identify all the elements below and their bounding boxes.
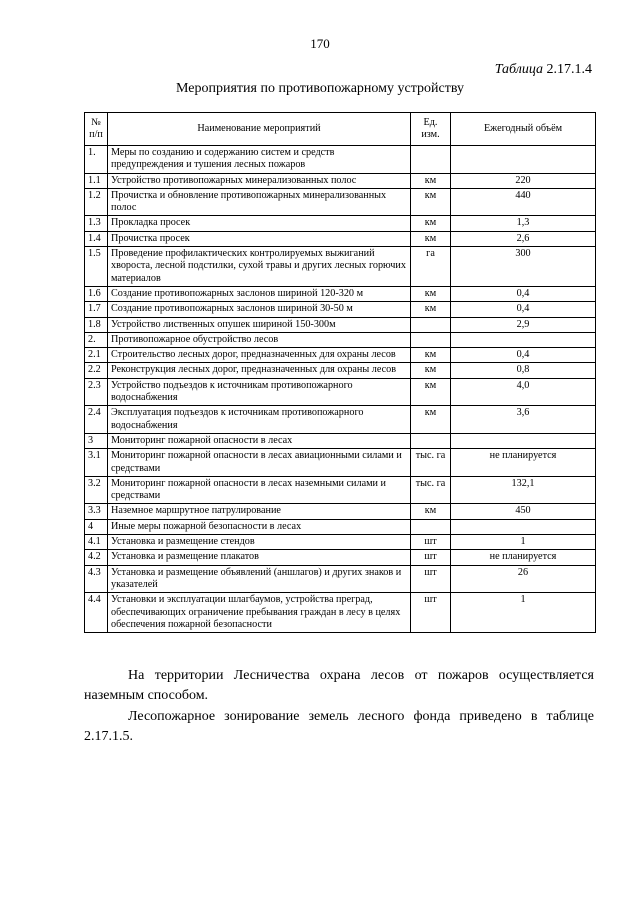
header-num: № п/п bbox=[85, 113, 108, 146]
cell-volume: 1,3 bbox=[451, 216, 596, 231]
cell-volume bbox=[451, 332, 596, 347]
cell-unit: шт bbox=[411, 550, 451, 565]
cell-unit: шт bbox=[411, 593, 451, 633]
cell-unit bbox=[411, 146, 451, 174]
cell-name: Создание противопожарных заслонов шириной 120-320 м bbox=[108, 286, 411, 301]
paragraph-zoning bbox=[84, 707, 594, 747]
cell-volume: 4,0 bbox=[451, 378, 596, 406]
cell-num: 3 bbox=[85, 433, 108, 448]
cell-volume: 1 bbox=[451, 535, 596, 550]
header-volume: Ежегодный объём bbox=[451, 113, 596, 146]
cell-volume: 450 bbox=[451, 504, 596, 519]
table-row bbox=[85, 550, 596, 565]
paragraph-protection-text: На территории Лесничества охрана лесов от пожаров осуществляется наземным способом. bbox=[84, 668, 594, 703]
cell-num: 1.3 bbox=[85, 216, 108, 231]
cell-num: 1.4 bbox=[85, 231, 108, 246]
cell-num: 1.8 bbox=[85, 317, 108, 332]
cell-name: Реконструкция лесных дорог, предназначенных для охраны лесов bbox=[108, 363, 411, 378]
cell-volume: 132,1 bbox=[451, 476, 596, 504]
cell-num: 4 bbox=[85, 519, 108, 534]
table-row bbox=[85, 332, 596, 347]
cell-name: Установка и размещение объявлений (аншлагов) и других знаков и указателей bbox=[108, 565, 411, 593]
cell-unit: км bbox=[411, 231, 451, 246]
table-row bbox=[85, 519, 596, 534]
cell-name: Создание противопожарных заслонов шириной 30-50 м bbox=[108, 302, 411, 317]
cell-unit: км bbox=[411, 348, 451, 363]
cell-unit: км bbox=[411, 363, 451, 378]
cell-name: Проведение профилактических контролируемых выжиганий хвороста, лесной подстилки, сухой травы и других лесных горючих материалов bbox=[108, 247, 411, 287]
table-row bbox=[85, 476, 596, 504]
cell-name: Установки и эксплуатации шлагбаумов, устройства преград, обеспечивающих ограничение пребывания граждан в лесу в целях обеспечения пожарной безопасности bbox=[108, 593, 411, 633]
cell-unit: га bbox=[411, 247, 451, 287]
cell-unit: км bbox=[411, 188, 451, 216]
cell-name: Иные меры пожарной безопасности в лесах bbox=[108, 519, 411, 534]
cell-unit: км bbox=[411, 406, 451, 434]
cell-name: Устройство лиственных опушек шириной 150-300м bbox=[108, 317, 411, 332]
table-row bbox=[85, 378, 596, 406]
cell-num: 1.7 bbox=[85, 302, 108, 317]
cell-num: 4.3 bbox=[85, 565, 108, 593]
cell-unit bbox=[411, 332, 451, 347]
table-row bbox=[85, 593, 596, 633]
cell-volume: 26 bbox=[451, 565, 596, 593]
table-label-number: 2.17.1.4 bbox=[546, 62, 592, 77]
table-title: Мероприятия по противопожарному устройству bbox=[176, 81, 464, 96]
table-row bbox=[85, 146, 596, 174]
cell-num: 3.3 bbox=[85, 504, 108, 519]
cell-num: 4.2 bbox=[85, 550, 108, 565]
cell-num: 4.4 bbox=[85, 593, 108, 633]
cell-volume: 3,6 bbox=[451, 406, 596, 434]
table-row bbox=[85, 286, 596, 301]
cell-volume: 0,4 bbox=[451, 286, 596, 301]
cell-unit bbox=[411, 519, 451, 534]
cell-volume: 2,6 bbox=[451, 231, 596, 246]
cell-unit: тыс. га bbox=[411, 449, 451, 477]
table-body bbox=[85, 146, 596, 633]
cell-volume: 0,8 bbox=[451, 363, 596, 378]
cell-num: 1. bbox=[85, 146, 108, 174]
cell-unit bbox=[411, 317, 451, 332]
cell-volume bbox=[451, 519, 596, 534]
table-row bbox=[85, 348, 596, 363]
table-row bbox=[85, 302, 596, 317]
cell-num: 1.6 bbox=[85, 286, 108, 301]
table-label-word: Таблица bbox=[494, 62, 543, 77]
fire-measures-table bbox=[84, 112, 596, 633]
cell-num: 2. bbox=[85, 332, 108, 347]
cell-num: 2.4 bbox=[85, 406, 108, 434]
cell-num: 2.3 bbox=[85, 378, 108, 406]
cell-volume: 1 bbox=[451, 593, 596, 633]
table-label bbox=[495, 62, 592, 78]
table-row bbox=[85, 449, 596, 477]
cell-unit: тыс. га bbox=[411, 476, 451, 504]
cell-num: 3.1 bbox=[85, 449, 108, 477]
cell-name: Противопожарное обустройство лесов bbox=[108, 332, 411, 347]
table-row bbox=[85, 317, 596, 332]
table-header-row bbox=[85, 113, 596, 146]
cell-num: 2.2 bbox=[85, 363, 108, 378]
table-row bbox=[85, 565, 596, 593]
cell-num: 3.2 bbox=[85, 476, 108, 504]
cell-volume bbox=[451, 146, 596, 174]
cell-volume: 0,4 bbox=[451, 302, 596, 317]
cell-volume: не планируется bbox=[451, 550, 596, 565]
cell-unit: км bbox=[411, 504, 451, 519]
table-row bbox=[85, 363, 596, 378]
cell-name: Устройство подъездов к источникам противопожарного водоснабжения bbox=[108, 378, 411, 406]
cell-num: 1.2 bbox=[85, 188, 108, 216]
cell-num: 1.1 bbox=[85, 173, 108, 188]
cell-unit: шт bbox=[411, 565, 451, 593]
table-row bbox=[85, 231, 596, 246]
cell-unit: км bbox=[411, 216, 451, 231]
cell-num: 1.5 bbox=[85, 247, 108, 287]
table-row bbox=[85, 504, 596, 519]
table-row bbox=[85, 216, 596, 231]
table-row bbox=[85, 406, 596, 434]
cell-volume: 300 bbox=[451, 247, 596, 287]
cell-num: 4.1 bbox=[85, 535, 108, 550]
cell-name: Мониторинг пожарной опасности в лесах авиационными силами и средствами bbox=[108, 449, 411, 477]
cell-volume bbox=[451, 433, 596, 448]
cell-unit: шт bbox=[411, 535, 451, 550]
cell-name: Меры по созданию и содержанию систем и средств предупреждения и тушения лесных пожаров bbox=[108, 146, 411, 174]
table-row bbox=[85, 247, 596, 287]
cell-unit: км bbox=[411, 378, 451, 406]
header-name: Наименование мероприятий bbox=[108, 113, 411, 146]
cell-name: Прочистка и обновление противопожарных минерализованных полос bbox=[108, 188, 411, 216]
cell-volume: 440 bbox=[451, 188, 596, 216]
table-row bbox=[85, 433, 596, 448]
cell-unit: км bbox=[411, 302, 451, 317]
cell-volume: 2,9 bbox=[451, 317, 596, 332]
cell-name: Установка и размещение стендов bbox=[108, 535, 411, 550]
paragraph-protection bbox=[84, 666, 594, 706]
table-row bbox=[85, 535, 596, 550]
cell-volume: 220 bbox=[451, 173, 596, 188]
cell-num: 2.1 bbox=[85, 348, 108, 363]
table-row bbox=[85, 173, 596, 188]
cell-unit: км bbox=[411, 286, 451, 301]
cell-name: Установка и размещение плакатов bbox=[108, 550, 411, 565]
cell-name: Мониторинг пожарной опасности в лесах bbox=[108, 433, 411, 448]
header-unit: Ед. изм. bbox=[411, 113, 451, 146]
cell-name: Прокладка просек bbox=[108, 216, 411, 231]
cell-name: Прочистка просек bbox=[108, 231, 411, 246]
table-row bbox=[85, 188, 596, 216]
cell-name: Устройство противопожарных минерализованных полос bbox=[108, 173, 411, 188]
cell-volume: 0,4 bbox=[451, 348, 596, 363]
cell-name: Наземное маршрутное патрулирование bbox=[108, 504, 411, 519]
cell-name: Мониторинг пожарной опасности в лесах наземными силами и средствами bbox=[108, 476, 411, 504]
cell-name: Эксплуатация подъездов к источникам противопожарного водоснабжения bbox=[108, 406, 411, 434]
cell-volume: не планируется bbox=[451, 449, 596, 477]
cell-name: Строительство лесных дорог, предназначенных для охраны лесов bbox=[108, 348, 411, 363]
page-number: 170 bbox=[310, 36, 330, 51]
cell-unit: км bbox=[411, 173, 451, 188]
paragraph-zoning-text: Лесопожарное зонирование земель лесного фонда приведено в таблице 2.17.1.5. bbox=[84, 709, 594, 744]
cell-unit bbox=[411, 433, 451, 448]
